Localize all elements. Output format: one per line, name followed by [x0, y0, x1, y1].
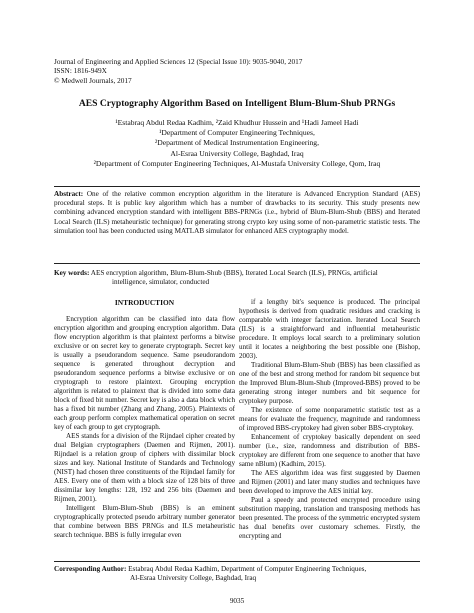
- abstract-text: One of the relative common encryption algorithm in the literature is Advanced Encryption Standard (AES) procedural steps. It is public key algorithm which has a number of drawbacks to its security. This study presents new combining advanced encryption standard with intelligent BBS-PRNGs (i.e., hybrid of Blum-Blum-Shub (BBS) and Iterated Local Search (ILS) metaheuristic technique) for generating strong crypto key using some of non-parametric statistic tests. The simulation tool has been conducted using MATLAB simulator for enhanced AES cryptography model.: [54, 190, 420, 235]
- affiliation-3: Al-Esraa University College, Baghdad, Iraq: [170, 148, 304, 158]
- right-column: [239, 298, 420, 541]
- footer-divider: [54, 561, 420, 562]
- top-divider: [54, 186, 420, 187]
- paragraph: Intelligent Blum-Blum-Shub (BBS) is an eminent cryptographically protected pseudo arbitrary number generator that combine between BBS PRNGs and ILS metaheuristic search technique. BBS is fully irregular even: [54, 504, 235, 539]
- author-names: ¹Estabraq Abdul Redaa Kadhim, ²Zaid Khudhur Hussein and ¹Hadi Jameel Hadi: [115, 118, 359, 127]
- left-column: [54, 298, 235, 540]
- issn-line: ISSN: 1816-949X: [54, 66, 107, 76]
- keywords-line-1: AES encryption algorithm, Blum-Blum-Shub (BBS), Iterated Local Search (ILS), PRNGs, artificial: [90, 269, 378, 277]
- abstract-label: Abstract:: [54, 190, 84, 198]
- paragraph: Paul a speedy and protected encrypted procedure using substitution mapping, translation and transposing methods has been presented. The process of the symmetric encrypted system has dual benefits over customary schemes. Firstly, the encrypting and: [239, 496, 420, 540]
- abstract-divider: [54, 263, 420, 264]
- paragraph: Traditional Blum-Blum-Shub (BBS) has been classified as one of the best and strong method for random bit sequence but the Improved Blum-Blum-Shub (Improved-BBS) proved to be generating strong integer numbers and bit sequence for cryptokey purpose.: [239, 361, 420, 405]
- keywords-line-2: intelligence, simulator, conducted: [112, 278, 210, 287]
- paragraph: if a lengthy bit's sequence is produced. The principal hypothesis is derived from quadratic residues and cracking is comparable with integer factorization. Iterated Local Search (ILS) is a straightforward and influential metaheuristic procedure. It employs local search to a preliminary solution until it locates a neighboring the best possible one (Bishop, 2003).: [239, 298, 420, 360]
- paragraph: AES stands for a division of the Rijndael cipher created by dual Belgian cryptographers (Daemen and Rijmen, 2001). Rijndael is a relation group of ciphers with dissimilar block sizes and key. National Institute of Standards and Technology (NIST) had chosen three constituents of the Rijndael family for AES. Every one of them with a block size of 128 bits of three dissimilar key lengths: 128, 192 and 256 bits (Daemen and Rijmen, 2001).: [54, 432, 235, 503]
- paragraph: Enhancement of cryptokey basically dependent on seed number (i.e., size, randomness and distribution of BBS-cryptokey are different from one sequence to another that have same nBlum) (Kadhim, 2015).: [239, 433, 420, 468]
- paper-title: AES Cryptography Algorithm Based on Intelligent Blum-Blum-Shub PRNGs: [78, 98, 396, 109]
- keywords-label: Key words:: [54, 269, 90, 277]
- section-heading-introduction: INTRODUCTION: [114, 298, 175, 307]
- journal-header: [54, 57, 302, 85]
- affiliation-1: ¹Department of Computer Engineering Techniques,: [159, 128, 315, 138]
- corresponding-author-line-1: Estabraq Abdul Redaa Kadhim, Department of Computer Engineering Techniques,: [128, 565, 367, 573]
- affiliation-4: ²Department of Computer Engineering Techniques, Al-Mustafa University College, Qom, Iraq: [93, 158, 381, 168]
- paragraph: Encryption algorithm can be classified into data flow encryption algorithm and grouping encryption algorithm. Data flow encryption algorithm is that plaintext performs a bitwise exclusive or on secret key to generate cryptograph. Secret key is usually a pseudorandom sequence. Same pseudorandom sequence is generated throughout decryption and pseudorandom sequence performs a bitwise exclusive or on cryptograph to restore plaintext. Grouping encryption algorithm is related to plaintext that is divided into some data block of fixed bit number. Secret key is also a data block which has a fixed bit number (Zhang and Zhang, 2005). Plaintexts of each group perform complex mathematical operation on secret key of each group to get cryptograph.: [54, 315, 235, 431]
- corresponding-author-line-2: Al-Esraa University College, Baghdad, Iraq: [130, 574, 257, 583]
- page-number: 9035: [229, 597, 245, 605]
- keywords: [54, 269, 420, 287]
- corresponding-author-label: Corresponding Author:: [54, 565, 127, 573]
- corresponding-author: [54, 565, 366, 583]
- paragraph: The AES algorithm idea was first suggested by Daemen and Rijmen (2001) and later many studies and techniques have been developed to improve the AES initial key.: [239, 469, 420, 495]
- journal-line: Journal of Engineering and Applied Sciences 12 (Special Issue 10): 9035-9040, 2017: [54, 57, 303, 66]
- author-block: [30, 118, 444, 169]
- copyright-line: © Medwell Journals, 2017: [54, 75, 132, 85]
- abstract: [54, 190, 420, 236]
- affiliation-2: ²Department of Medical Instrumentation Engineering,: [154, 138, 319, 148]
- paragraph: The existence of some nonparametric statistic test as a means for evaluate the frequency, magnitude and randomness of improved BBS-cryptokey had given sober BBS-cryptokey.: [239, 406, 420, 432]
